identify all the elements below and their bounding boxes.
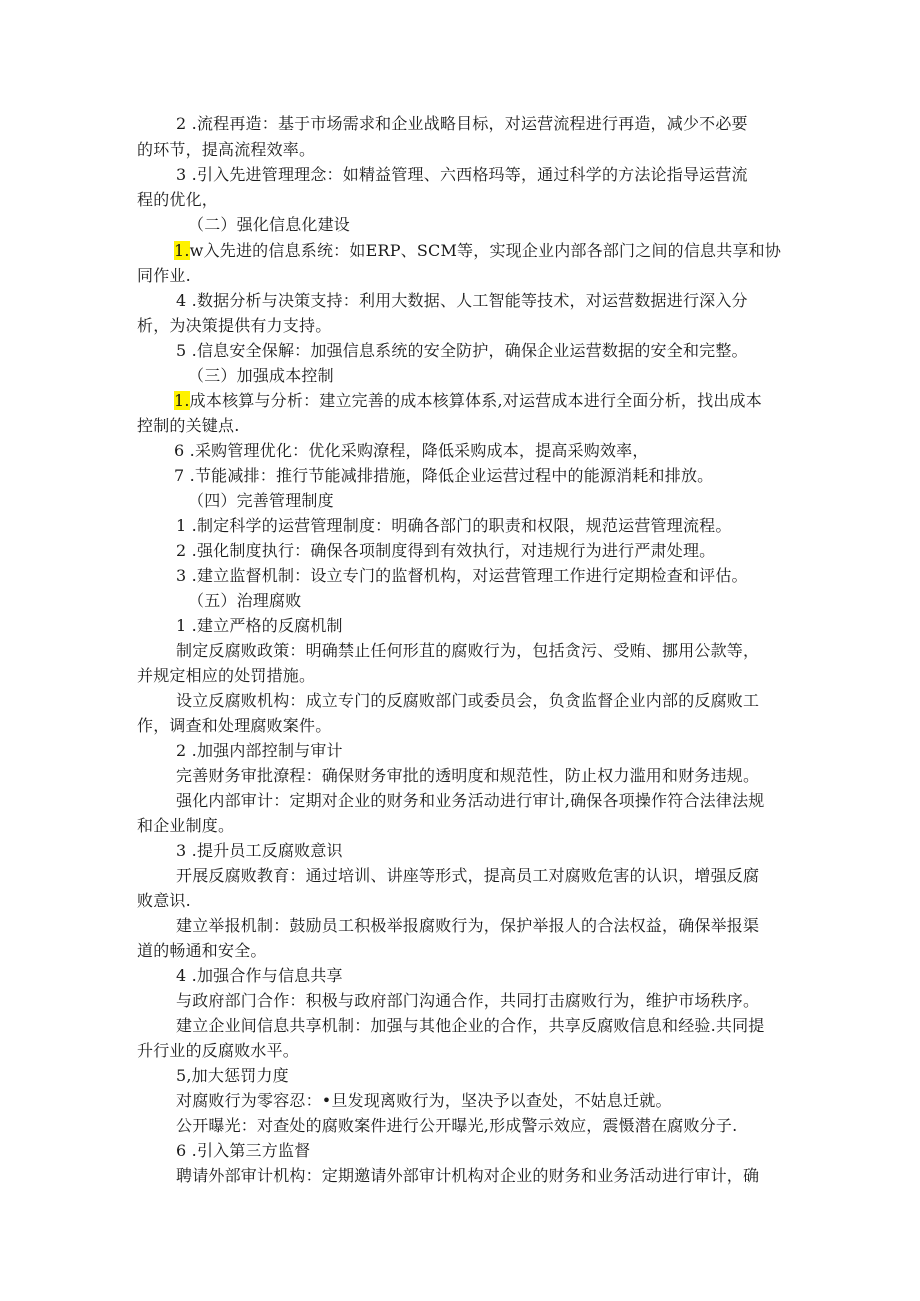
text-line: 公开曝光：对查处的腐败案件进行公开曝光,形成警示效应，震慑潜在腐败分子.	[176, 1116, 738, 1135]
text-line: 1 .制定科学的运营管理制度：明确各部门的职责和权限，规范运营管理流程。	[176, 516, 732, 535]
text-line: 6 .引入第三方监督	[176, 1141, 311, 1160]
text-line: 2 .强化制度执行：确保各项制度得到有效执行，对违规行为进行严肃处理。	[176, 541, 716, 560]
text-line: 2 .流程再造：基于市场需求和企业战略目标，对运营流程进行再造，减少不必要	[176, 114, 748, 133]
text-line: 3 .建立监督机制：设立专门的监督机构，对运营管理工作进行定期检查和评估。	[176, 566, 748, 585]
text-line: 3 .引入先进管理理念：如精益管理、六西格玛等，通过科学的方法论指导运营流	[176, 165, 748, 184]
section-heading: （二）强化信息化建设	[188, 215, 351, 234]
text-line: 的环节，提高流程效率。	[137, 140, 316, 159]
text-line: 与政府部门合作：积极与政府部门沟通合作，共同打击腐败行为，维护市场秩序。	[176, 991, 760, 1010]
text-line: 同作业.	[137, 266, 191, 285]
text-line: 1.w入先进的信息系统：如ERP、SCM等，实现企业内部各部门之间的信息共享和协	[174, 241, 782, 260]
text-line: 4 .加强合作与信息共享	[176, 966, 343, 985]
text-line: 1 .建立严格的反腐机制	[176, 616, 343, 635]
text-line: 4 .数据分析与决策支持：利用大数据、人工智能等技术，对运营数据进行深入分	[176, 291, 748, 310]
text-line: 道的畅通和安全。	[137, 941, 267, 960]
text-line: 制定反腐败政策：明确禁止任何形苴的腐败行为，包括贪污、受贿、挪用公款等，	[176, 641, 760, 660]
text-line: 升行业的反腐败水平。	[137, 1041, 300, 1060]
text-line: 败意识.	[137, 891, 191, 910]
section-heading: （五）治理腐败	[188, 591, 302, 610]
text-line: 析，为决策提供有力支持。	[137, 316, 332, 335]
text-line: 聘请外部审计机构：定期邀请外部审计机构对企业的财务和业务活动进行审计，确	[176, 1166, 760, 1185]
text-line: 强化内部审计：定期对企业的财务和业务活动进行审计,确保各项操作符合法律法规	[176, 791, 765, 810]
text-line: 2 .加强内部控制与审计	[176, 741, 343, 760]
text-line: 建立企业间信息共享机制：加强与其他企业的合作，共享反腐败信息和经验.共同提	[176, 1016, 765, 1035]
text-line: 5,加大惩罚力度	[176, 1066, 289, 1085]
section-heading: （四）完善管理制度	[188, 491, 334, 510]
text-line: 作，调查和处理腐败案件。	[137, 716, 332, 735]
text-line: 对腐败行为零容忍：•旦发现离败行为，坚决予以查处，不姑息迁就。	[176, 1091, 672, 1110]
highlight-marker: 1.	[174, 391, 190, 410]
text-line: 控制的关键点.	[137, 416, 240, 435]
text-line: 6 .采购管理优化：优化采购潦程，降低采购成本，提高采购效率，	[174, 441, 649, 460]
highlight-marker: 1.	[174, 241, 190, 260]
text-line: 5 .信息安全保解：加强信息系统的安全防护，确保企业运营数据的安全和完整。	[176, 341, 748, 360]
section-heading: （三）加强成本控制	[188, 366, 334, 385]
text-line: 并规定相应的处罚措施。	[137, 666, 316, 685]
text-line: 1.成本核算与分析：建立完善的成本核算体系,对运营成本进行全面分析，找出成本	[174, 391, 762, 410]
text-line: 7 .节能减排：推行节能减排措施，降低企业运营过程中的能源消耗和排放。	[174, 466, 714, 485]
text-line: 3 .提升员工反腐败意识	[176, 841, 343, 860]
text-line: 设立反腐败机构：成立专门的反腐败部门或委员会，负贪监督企业内部的反腐败工	[176, 691, 760, 710]
text-line: 开展反腐败教育：通过培训、讲座等形式，提高员工对腐败危害的认识，增强反腐	[176, 866, 760, 885]
text-line: 完善财务审批潦程：确保财务审批的透明度和规范性，防止权力滥用和财务违规。	[176, 766, 760, 785]
text-line: 建立举报机制：鼓励员工积极举报腐败行为，保护举报人的合法权益，确保举报渠	[176, 916, 760, 935]
text-line: 程的优化，	[137, 190, 219, 209]
text-line: 和企业制度。	[137, 816, 235, 835]
